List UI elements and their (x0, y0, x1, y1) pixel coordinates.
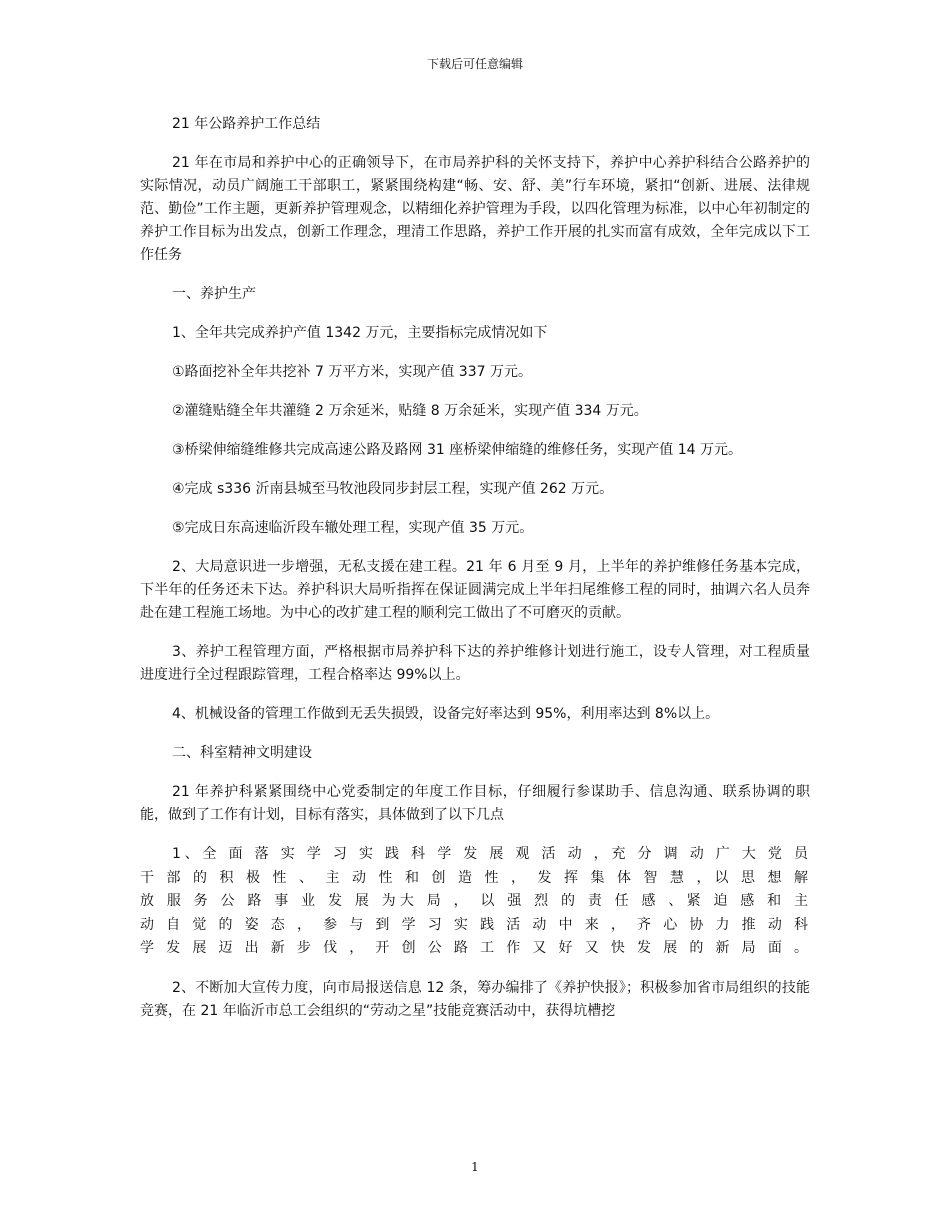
civilization-item-1-line: 学 发 展 迈 出 新 步 伐 ， 开 创 公 路 工 作 又 好 又 快 发 展 的 新 局 面 。 (140, 940, 810, 956)
production-sub-item-3: ③桥梁伸缩缝维修共完成高速公路及路网 31 座桥梁伸缩缝的维修任务，实现产值 14 万元。 (172, 442, 742, 458)
document-body (140, 113, 810, 1039)
civilization-intro: 21 年养护科紧紧围绕中心党委制定的年度工作目标，仔细履行参谋助手、信息沟通、联系协调的职能，做到了工作有计划，目标有落实，具体做到了以下几点 (140, 784, 810, 823)
civilization-item-1-line: 干 部 的 积 极 性 、 主 动 性 和 创 造 性 ， 发 挥 集 体 智 慧 ，以 思 想 解 (140, 869, 810, 886)
civilization-item-2: 2、不断加大宣传力度，向市局报送信息 12 条，筹办编排了《养护快报》；积极参加省市局组织的技能竞赛，在 21 年临沂市总工会组织的“劳动之星”技能竞赛活动中，获得坑槽挖 (140, 979, 810, 1019)
civilization-item-1-line: 1、全 面 落 实 学 习 实 践 科 学 发 展 观 活 动 ，充 分 调 动 广 大 党 员 (172, 846, 810, 862)
page-header: 下载后可任意编辑 (426, 57, 523, 71)
production-sub-item-2: ②灌缝贴缝全年共灌缝 2 万余延米，贴缝 8 万余延米，实现产值 334 万元。 (172, 403, 648, 419)
production-item-1: 1、全年共完成养护产值 1342 万元，主要指标完成情况如下 (172, 325, 548, 341)
production-item-2: 2、大局意识进一步增强，无私支援在建工程。21 年 6 月至 9 月，上半年的养护维修任务基本完成，下半年的任务还未下达。养护科识大局听指挥在保证圆满完成上半年扫尾维修工程的同时，抽调六名人员奔赴在建工程施工场地。为中心的改扩建工程的顺利完工做出了不可磨灭的贡献。 (140, 559, 810, 621)
production-item-4: 4、机械设备的管理工作做到无丢失损毁，设备完好率达到 95%，利用率达到 8%以上。 (172, 706, 720, 722)
civilization-item-1 (140, 843, 810, 961)
section-heading-civilization: 二、科室精神文明建设 (172, 745, 312, 761)
production-sub-item-5: ⑤完成日东高速临沂段车辙处理工程，实现产值 35 万元。 (172, 520, 534, 536)
production-sub-item-1: ①路面挖补全年共挖补 7 万平方米，实现产值 337 万元。 (172, 364, 532, 380)
civilization-item-1-line: 放 服 务 公 路 事 业 发 展 为大 局 ， 以 强 烈 的 责 任 感 、紧 迫 感 和 主 (140, 893, 810, 909)
page-number: 1 (471, 1160, 479, 1174)
intro-paragraph: 21 年在市局和养护中心的正确领导下，在市局养护科的关怀支持下，养护中心养护科结合公路养护的实际情况，动员广阔施工干部职工，紧紧围绕构建“畅、安、舒、美”行车环境，紧扣“创新、进展、法律规范、勤俭”工作主题，更新养护管理观念，以精细化养护管理为手段，以四化管理为标准，以中心年初制定的养护工作目标为出发点，创新工作理念，理清工作思路，养护工作开展的扎实而富有成效，全年完成以下工作任务 (140, 155, 810, 263)
production-sub-item-4: ④完成 s336 沂南县城至马牧池段同步封层工程，实现产值 262 万元。 (172, 481, 614, 497)
document-title: 21 年公路养护工作总结 (172, 116, 321, 132)
civilization-item-1-line: 动 自 觉 的 姿 态 ， 参 与 到 学 习 实 践 活 动 中 来 ， 齐 心 协 力 推 动 科 (140, 916, 810, 933)
production-item-3: 3、养护工程管理方面，严格根据市局养护科下达的养护维修计划进行施工，设专人管理，对工程质量进度进行全过程跟踪管理，工程合格率达 99%以上。 (140, 644, 810, 683)
section-heading-production: 一、养护生产 (172, 286, 256, 302)
